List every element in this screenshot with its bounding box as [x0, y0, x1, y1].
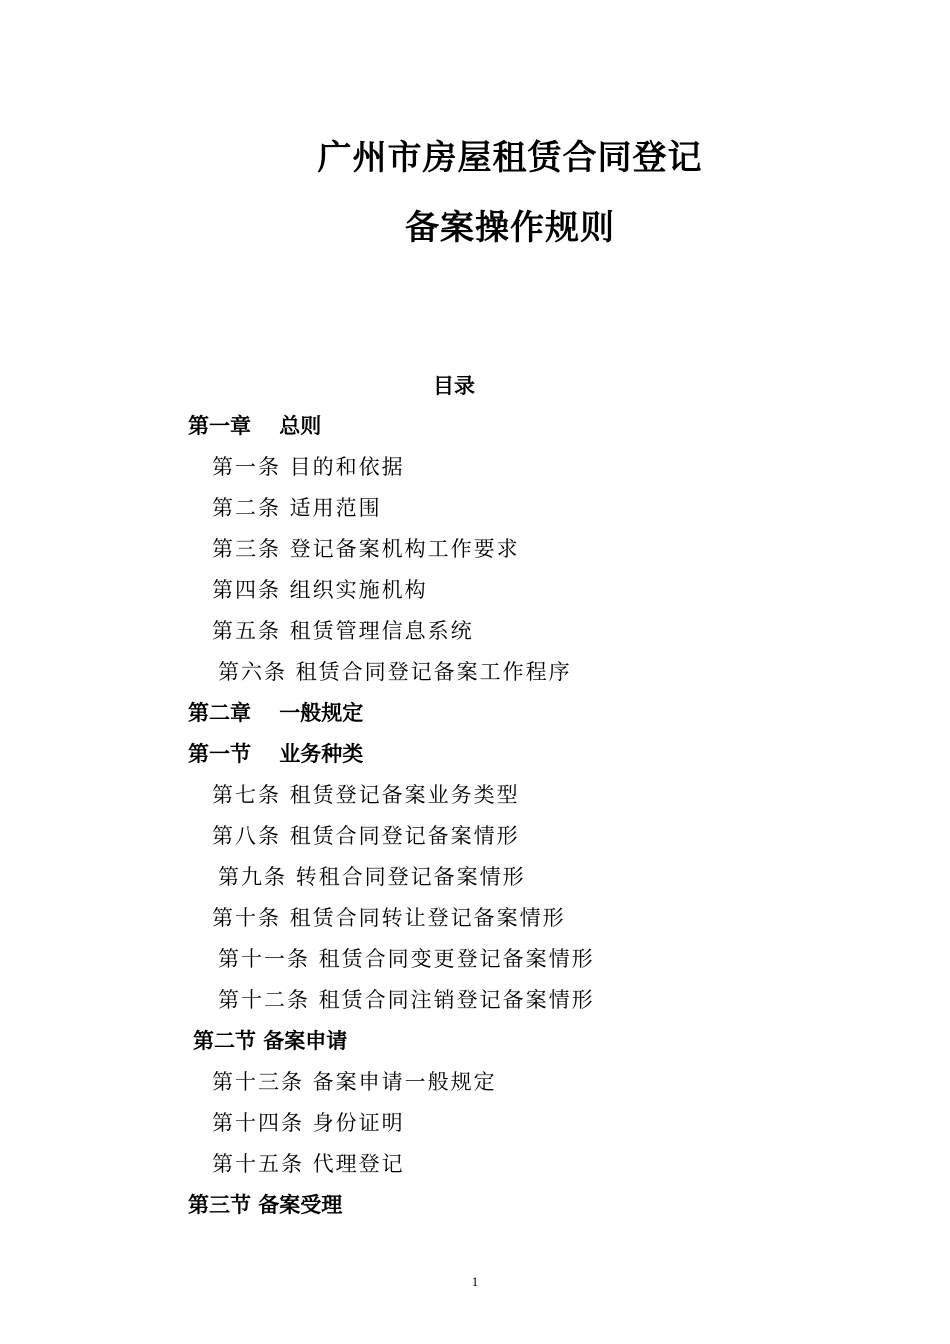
toc-entry-article: 第八条 租赁合同登记备案情形 [212, 824, 520, 848]
toc-heading: 目录 [433, 374, 475, 398]
toc-entry-article: 第二条 适用范围 [212, 496, 382, 520]
toc-entry-section: 第一节 业务种类 [188, 742, 364, 766]
toc-entry-article: 第四条 组织实施机构 [212, 578, 428, 602]
page-number: 1 [471, 1274, 479, 1289]
document-title-line-2: 备案操作规则 [405, 208, 615, 248]
toc-entry-article: 第三条 登记备案机构工作要求 [212, 537, 520, 561]
document-title-line-1: 广州市房屋租赁合同登记 [317, 138, 703, 178]
toc-entry-article: 第十条 租赁合同转让登记备案情形 [212, 906, 566, 930]
toc-entry-article: 第六条 租赁合同登记备案工作程序 [218, 660, 572, 684]
toc-entry-chapter: 第二章 一般规定 [188, 701, 364, 725]
toc-entry-chapter: 第一章 总则 [188, 414, 322, 438]
toc-entry-article: 第五条 租赁管理信息系统 [212, 619, 474, 643]
toc-entry-article: 第十三条 备案申请一般规定 [212, 1070, 497, 1094]
toc-entry-article: 第十四条 身份证明 [212, 1111, 405, 1135]
toc-entry-article: 第九条 转租合同登记备案情形 [218, 865, 526, 889]
toc-entry-article: 第十一条 租赁合同变更登记备案情形 [218, 947, 595, 971]
toc-entry-section: 第三节 备案受理 [188, 1193, 343, 1217]
toc-entry-article: 第一条 目的和依据 [212, 455, 405, 479]
toc-entry-article: 第七条 租赁登记备案业务类型 [212, 783, 520, 807]
toc-entry-article: 第十二条 租赁合同注销登记备案情形 [218, 988, 595, 1012]
table-of-contents [188, 406, 595, 1226]
toc-entry-section: 第二节 备案申请 [193, 1029, 348, 1053]
toc-entry-article: 第十五条 代理登记 [212, 1152, 405, 1176]
